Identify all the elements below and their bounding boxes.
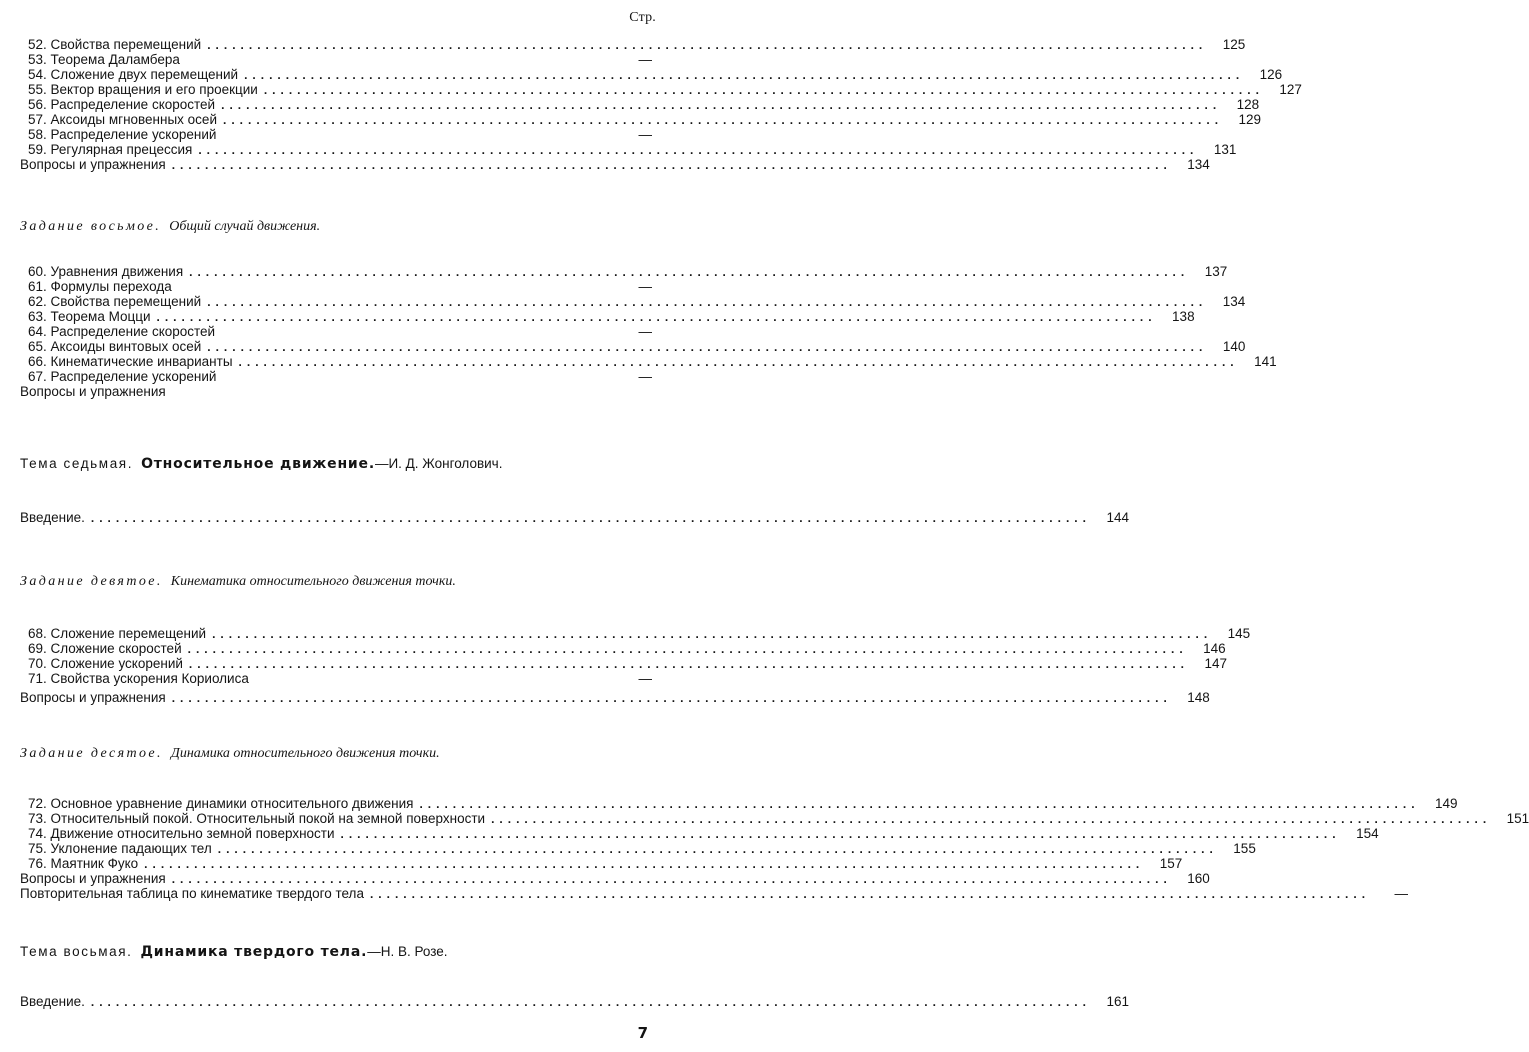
page-column-header: Стр. [629,10,656,25]
toc-entry-title: 63. Теорема Моцци [28,309,151,324]
dot-leader: ........................................................................................................................ [90,511,1091,525]
dot-leader: ........................................................................................................................ [90,995,1091,1009]
dot-leader: ........................................................................................................................ [491,812,1492,826]
toc-entry-title: 65. Аксоиды винтовых осей [28,339,202,354]
dot-leader: ........................................................................................................................ [188,657,1189,671]
toc-entry-page: 127 [1279,82,1302,97]
toc-entry-title: 56. Распределение скоростей [28,97,216,112]
toc-entry-title: 67. Распределение ускорений [28,369,217,384]
toc-entry-page: — [638,127,652,142]
toc-entry-questions [20,690,1210,705]
toc-entry-title: Вопросы и упражнения [20,384,166,399]
dot-leader: ........................................................................................................................ [212,627,1213,641]
toc-entry [28,369,652,384]
dot-leader: ........................................................................................................................ [263,83,1264,97]
toc-entry-title: 72. Основное уравнение динамики относительного движения [28,796,414,811]
toc-entry-page: 125 [1222,37,1246,52]
toc-entry [28,67,1283,82]
toc-entry-page: 140 [1222,339,1246,354]
toc-entry [28,52,652,67]
toc-entry-title: Вопросы и упражнения [20,871,166,886]
toc-entry [28,112,1262,127]
toc-entry-questions [20,157,1210,172]
toc-entry-title: Введение. [20,510,85,525]
toc-entry-title: 58. Распределение ускорений [28,127,217,142]
toc-entry-title: 60. Уравнения движения [28,264,184,279]
toc-entry-title: 62. Свойства перемещений [28,294,202,309]
toc-entry-page: 129 [1238,112,1262,127]
toc-entry-title: Вопросы и упражнения [20,157,166,172]
toc-entry [28,324,652,339]
toc-entry-title: 52. Свойства перемещений [28,37,202,52]
dot-leader: ........................................................................................................................ [238,355,1239,369]
toc-entry-page: — [638,324,652,339]
toc-entry-questions [20,384,652,399]
toc-entry-page: 141 [1254,354,1277,369]
dot-leader: ........................................................................................................................ [207,38,1208,52]
task-title: Динамика относительного движения точки. [170,746,440,761]
toc-entry [28,826,1379,841]
toc-entry-title: 61. Формулы перехода [28,279,172,294]
dot-leader: ........................................................................................................................ [156,310,1157,324]
dot-leader: ........................................................................................................................ [198,143,1199,157]
toc-entry [28,856,1183,871]
toc-entry-page: 138 [1172,309,1195,324]
toc-entry-title: 64. Распределение скоростей [28,324,216,339]
toc-entry [28,97,1260,112]
task-number: Задание восьмое. [20,219,162,234]
toc-entry [28,339,1246,354]
toc-entry-page: — [638,671,652,686]
dot-leader: ........................................................................................................................ [222,113,1224,127]
page-number: 7 [637,1024,648,1042]
toc-entry-title: 71. Свойства ускорения Кориолиса [28,671,249,686]
section-heading [20,746,652,762]
toc-entry-page: 146 [1203,641,1226,656]
toc-entry [28,354,1277,369]
task-title: Общий случай движения. [169,219,321,234]
toc-entry-title: 66. Кинематические инварианты [28,354,233,369]
toc-entry [28,279,652,294]
dot-leader: ........................................................................................................................ [187,642,1188,656]
dot-leader: ........................................................................................................................ [171,872,1172,886]
toc-entry-title: 70. Сложение ускорений [28,656,183,671]
toc-entry-page: 151 [1506,811,1529,826]
dot-leader: ........................................................................................................................ [419,797,1420,811]
toc-entry [28,811,1529,826]
dot-leader: ........................................................................................................................ [189,265,1190,279]
toc-entry-title: 54. Сложение двух перемещений [28,67,239,82]
dot-leader: ........................................................................................................................ [171,158,1172,172]
toc-entry-questions [20,871,1210,886]
theme-number: Тема восьмая. [20,944,133,959]
dot-leader: ........................................................................................................................ [144,857,1145,871]
theme-title: Относительное движение. [141,456,375,472]
theme-heading [20,944,652,961]
theme-number: Тема седьмая. [20,456,134,471]
dot-leader: ........................................................................................................................ [221,98,1222,112]
toc-entry-page: 155 [1233,841,1256,856]
toc-entry [28,671,652,686]
toc-entry [28,641,1226,656]
toc-entry [28,796,1458,811]
dot-leader: ........................................................................................................................ [207,340,1208,354]
toc-entry-page: 144 [1106,510,1129,525]
toc-entry-title: 53. Теорема Даламбера [28,52,180,67]
toc-entry [28,82,1302,97]
toc-entry-page: 137 [1204,264,1228,279]
toc-entry-title: 74. Движение относительно земной поверхности [28,826,335,841]
toc-entry-page: 157 [1159,856,1183,871]
toc-entry-page: — [1394,886,1409,901]
toc-entry-title: 57. Аксоиды мгновенных осей [28,112,217,127]
toc-entry-page: — [638,279,652,294]
toc-entry-title: Повторительная таблица по кинематике твердого тела [20,886,364,901]
toc-entry-page: — [638,52,652,67]
dot-leader: ........................................................................................................................ [171,691,1172,705]
toc-entry-title: Введение. [20,994,85,1009]
toc-entry-page: 145 [1227,626,1251,641]
toc-entry [28,294,1246,309]
toc-entry-table [20,886,1409,901]
toc-entry-page: 161 [1106,994,1129,1009]
section-heading [20,219,652,235]
toc-entry-page: 148 [1187,690,1210,705]
toc-entry-title: 73. Относительный покой. Относительный покой на земной поверхности [28,811,486,826]
toc-entry-title: 68. Сложение перемещений [28,626,207,641]
toc-entry [28,656,1227,671]
toc-entry-intro [20,994,1129,1009]
task-number: Задание девятое. [20,574,163,589]
toc-entry-page: — [638,369,652,384]
theme-title: Динамика твердого тела. [140,944,368,960]
toc-entry [28,309,1195,324]
toc-entry [28,127,652,142]
dot-leader: ........................................................................................................................ [340,827,1341,841]
toc-entry-title: Вопросы и упражнения [20,690,166,705]
dot-leader: ........................................................................................................................ [244,68,1245,82]
toc-entry-page: 154 [1356,826,1379,841]
toc-entry-page: 128 [1236,97,1260,112]
toc-entry [28,841,1256,856]
toc-entry-intro [20,510,1129,525]
toc-entry [28,264,1228,279]
toc-entry-page: 126 [1259,67,1283,82]
dot-leader: ........................................................................................................................ [369,887,1371,901]
toc-entry [28,37,1246,52]
toc-entry-title: 59. Регулярная прецессия [28,142,193,157]
toc-entry-title: 55. Вектор вращения и его проекции [28,82,258,97]
task-title: Кинематика относительного движения точки. [170,574,456,589]
section-heading [20,574,652,590]
toc-entry-page: 131 [1213,142,1237,157]
toc-entry-page: 160 [1187,871,1210,886]
toc-entry-page: 134 [1222,294,1246,309]
toc-entry-title: 76. Маятник Фуко [28,856,139,871]
theme-author: —Н. В. Розе. [367,944,448,959]
toc-entry-page: 147 [1204,656,1227,671]
toc-entry-title: 75. Уклонение падающих тел [28,841,212,856]
theme-heading [20,456,652,473]
toc-entry-page: 134 [1187,157,1210,172]
toc-entry-page: 149 [1435,796,1458,811]
toc-entry [28,626,1251,641]
toc-entry-title: 69. Сложение скоростей [28,641,182,656]
dot-leader: ........................................................................................................................ [207,295,1208,309]
theme-author: —И. Д. Жонголович. [374,456,503,471]
toc-entry [28,142,1237,157]
task-number: Задание десятое. [20,746,163,761]
dot-leader: ........................................................................................................................ [217,842,1218,856]
